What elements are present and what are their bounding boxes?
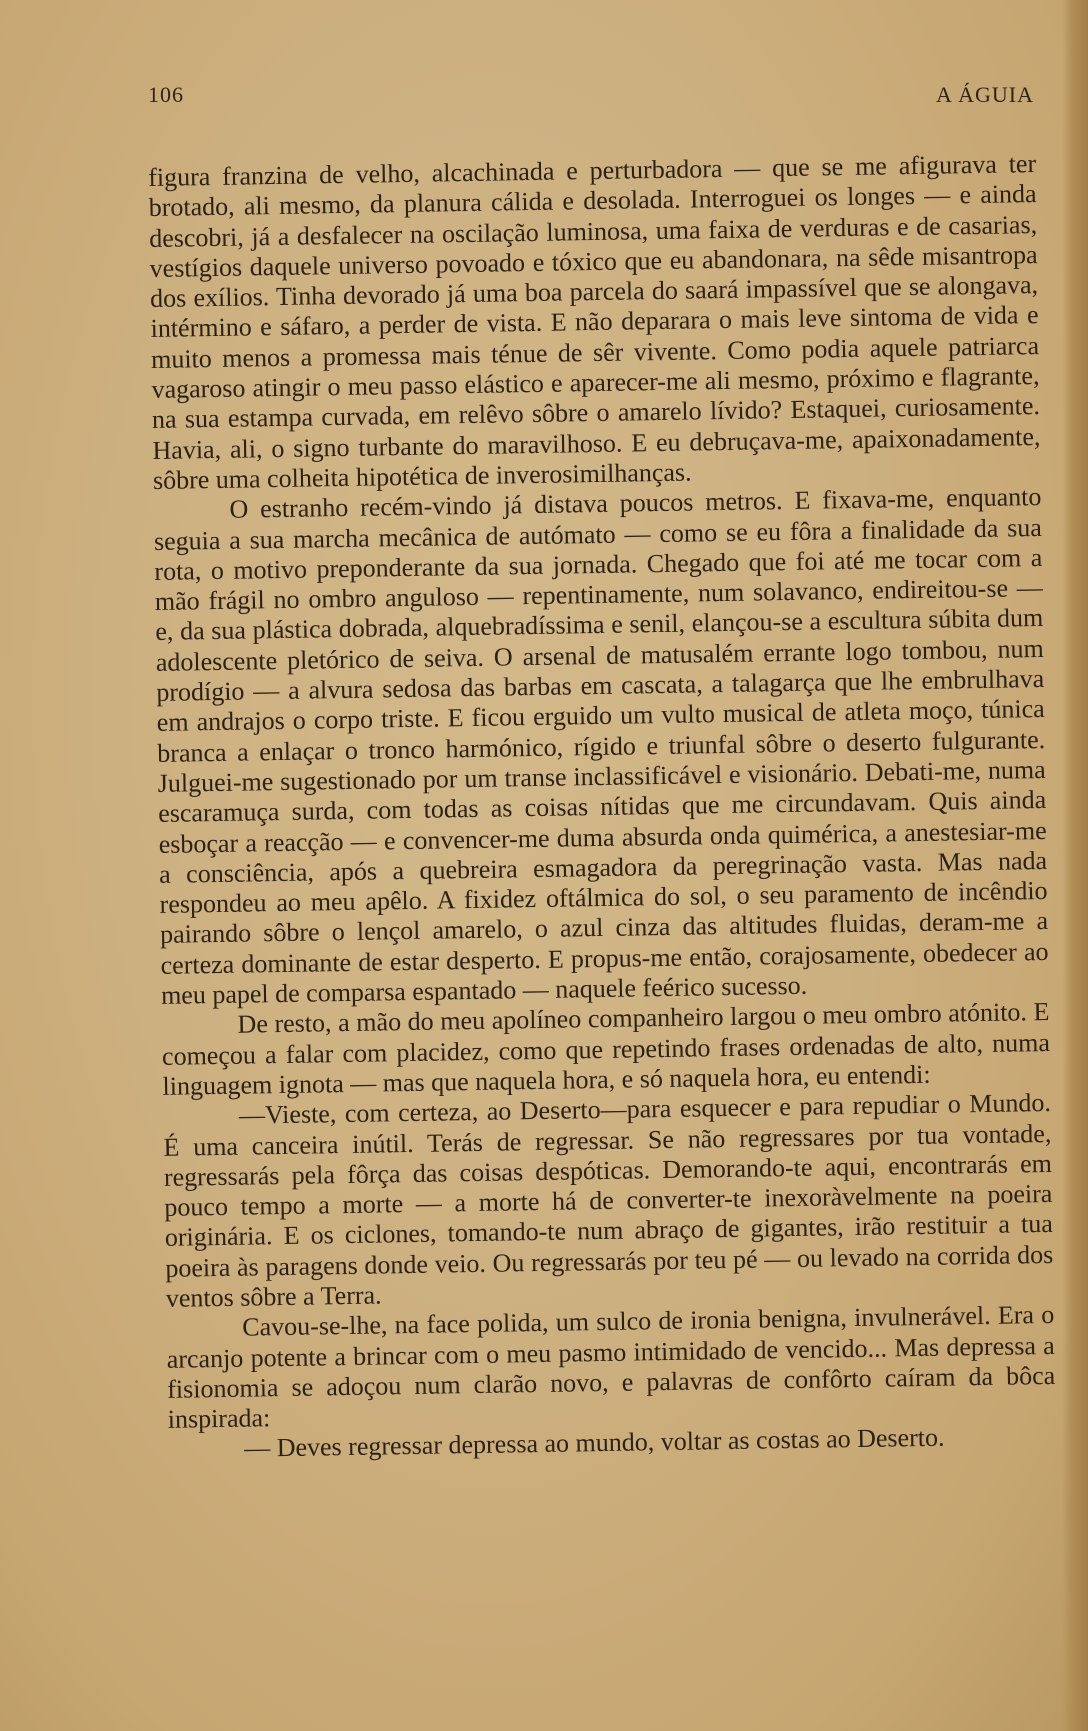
paragraph-2: O estranho recém-vindo já distava poucos metros. E fixava-me, enquanto seguia a sua marcha mecânica de autómato — como se eu fôra a finalidade da sua rota, o motivo preponderante da sua jornada. Chegado que foi até me tocar com a mão frágil no ombro anguloso — repentinamente, num solavanco, endireitou-se — e, da sua plástica dobrada, alquebradíssima e senil, elançou-se a escultura súbita dum adolescente pletórico de seiva. O arsenal de matusalém errante logo tombou, num prodígio — a alvura sedosa das barbas em cascata, a talagarça que lhe embrulhava em andrajos o corpo triste. E ficou erguido um vulto musical de atleta moço, túnica branca a enlaçar o tronco harmónico, rígido e triunfal sôbre o deserto fulgurante. Julguei-me sugestionado por um transe inclassificável e visionário. Debati-me, numa escaramuça surda, com todas as coisas nítidas que me circundavam. Quis ainda esboçar a reacção — e convencer-me duma absurda onda quimérica, a anestesiar-me a consciência, após a quebreira esmagadora da peregrinação vasta. Mas nada respondeu ao meu apêlo. A fixidez oftálmica do sol, o seu paramento de incêndio pairando sôbre o lençol amarelo, o azul cinza das altitudes fluidas, deram-me a certeza dominante de estar desperto. E propus-me então, corajosamente, obedecer ao meu papel de comparsa espantado — naquele feérico sucesso. xyxy=(153,482,1049,1010)
page-number: 106 xyxy=(148,82,184,107)
paragraph-6: — Deves regressar depressa ao mundo, voltar as costas ao Deserto. xyxy=(243,1423,945,1464)
body-text xyxy=(148,149,1056,1466)
paragraph-3: De resto, a mão do meu apolíneo companheiro largou o meu ombro atónito. E começou a falar com placidez, como que repetindo frases ordenadas de alto, numa linguagem ignota — mas que naquela hora, e só naquela hora, eu entendi: xyxy=(161,997,1051,1101)
paragraph-5: Cavou-se-lhe, na face polida, um sulco de ironia benigna, invulnerável. Era o arcanjo potente a brincar com o meu pasmo intimidado de vencido... Mas depressa a fisionomia se adoçou num clarão novo, e palavras de confôrto caíram da bôca inspirada: xyxy=(166,1300,1056,1435)
page-edge xyxy=(1062,0,1088,1731)
running-head xyxy=(148,82,1034,112)
paragraph-1: figura franzina de velho, alcachinada e perturbadora — que se me afigurava ter brotado, ali mesmo, da planura cálida e desolada. Interroguei os longes — e ainda descobri, já a desfalecer na oscilação luminosa, uma faixa de verduras e de casarias, vestígios daquele universo povoado e tóxico que eu abandonara, na sêde misantropa dos exílios. Tinha devorado já uma boa parcela do saará impassível que se alongava, intérmino e sáfaro, a perder de vista. E não deparara o mais leve sintoma de vida e muito menos a promessa mais ténue de sêr vivente. Como podia aquele patriarca vagaroso atingir o meu passo elástico e aparecer-me ali mesmo, próximo e flagrante, na sua estampa curvada, em relêvo sôbre o amarelo lívido? Estaquei, curiosamente. Havia, ali, o signo turbante do maravilhoso. E eu debruçava-me, apaixonadamente, sôbre uma colheita hipotética de inverosimilhanças. xyxy=(148,149,1041,495)
journal-title: A ÁGUIA xyxy=(935,82,1034,107)
paragraph-4: —Vieste, com certeza, ao Deserto—para esquecer e para repudiar o Mundo. É uma canceira inútil. Terás de regressar. Se não regressares por tua vontade, regressarás pela fôrça das coisas despóticas. Demorando-te aqui, encontrarás em pouco tempo a morte — a morte há de converter-te inexoràvelmente na poeira originária. E os ciclones, tomando-te num abraço de gigantes, irão restituir a tua poeira às paragens donde veio. Ou regressarás por teu pé — ou levado na corrida dos ventos sôbre a Terra. xyxy=(163,1088,1054,1313)
